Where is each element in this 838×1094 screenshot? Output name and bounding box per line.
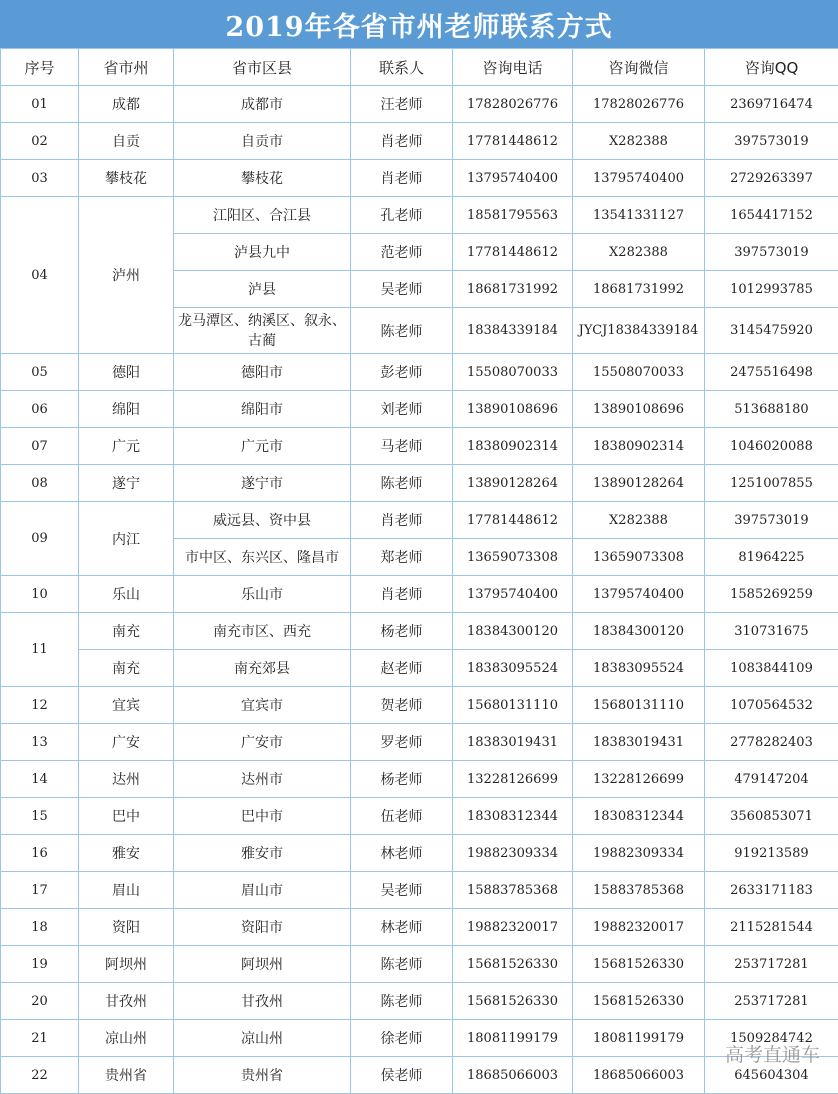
cell-phone: 18383019431 — [453, 724, 573, 761]
cell-district: 泸县 — [174, 271, 351, 308]
cell-city: 德阳 — [79, 354, 174, 391]
cell-qq: 3145475920 — [705, 308, 838, 354]
table-row — [1, 391, 838, 428]
cell-qq: 1012993785 — [705, 271, 838, 308]
cell-district: 市中区、东兴区、隆昌市 — [174, 539, 351, 576]
header-phone: 咨询电话 — [453, 49, 573, 86]
cell-contact: 彭老师 — [351, 354, 453, 391]
cell-city: 眉山 — [79, 872, 174, 909]
cell-contact: 马老师 — [351, 428, 453, 465]
cell-wechat: 18383095524 — [573, 650, 705, 687]
cell-wechat: 13890128264 — [573, 465, 705, 502]
table-row — [1, 835, 838, 872]
contact-table — [0, 48, 838, 1094]
cell-district: 凉山州 — [174, 1020, 351, 1057]
cell-qq: 1083844109 — [705, 650, 838, 687]
cell-district: 成都市 — [174, 86, 351, 123]
cell-qq: 397573019 — [705, 502, 838, 539]
page-title: 2019年各省市州老师联系方式 — [0, 0, 838, 48]
table-row — [1, 909, 838, 946]
cell-wechat: 18308312344 — [573, 798, 705, 835]
cell-phone: 13890108696 — [453, 391, 573, 428]
cell-wechat: 18380902314 — [573, 428, 705, 465]
cell-wechat: 19882309334 — [573, 835, 705, 872]
cell-no: 06 — [1, 391, 79, 428]
cell-wechat: 18681731992 — [573, 271, 705, 308]
cell-wechat: 13795740400 — [573, 576, 705, 613]
table-row — [1, 354, 838, 391]
cell-phone: 18081199179 — [453, 1020, 573, 1057]
table-row — [1, 197, 838, 234]
cell-no: 21 — [1, 1020, 79, 1057]
cell-district: 眉山市 — [174, 872, 351, 909]
cell-no: 10 — [1, 576, 79, 613]
cell-phone: 15508070033 — [453, 354, 573, 391]
cell-qq: 2369716474 — [705, 86, 838, 123]
cell-contact: 肖老师 — [351, 160, 453, 197]
cell-qq: 645604304 — [705, 1057, 838, 1094]
cell-city: 泸州 — [79, 197, 174, 354]
cell-contact: 陈老师 — [351, 946, 453, 983]
cell-city: 资阳 — [79, 909, 174, 946]
cell-contact: 吴老师 — [351, 872, 453, 909]
cell-district: 自贡市 — [174, 123, 351, 160]
cell-city: 乐山 — [79, 576, 174, 613]
cell-phone: 18685066003 — [453, 1057, 573, 1094]
cell-qq: 253717281 — [705, 983, 838, 1020]
cell-district: 巴中市 — [174, 798, 351, 835]
cell-no: 04 — [1, 197, 79, 354]
cell-wechat: JYCJ18384339184 — [573, 308, 705, 354]
cell-district: 南充市区、西充 — [174, 613, 351, 650]
cell-city: 遂宁 — [79, 465, 174, 502]
cell-city: 甘孜州 — [79, 983, 174, 1020]
cell-qq: 1585269259 — [705, 576, 838, 613]
cell-phone: 18383095524 — [453, 650, 573, 687]
header-no: 序号 — [1, 49, 79, 86]
cell-qq: 1251007855 — [705, 465, 838, 502]
cell-wechat: X282388 — [573, 123, 705, 160]
cell-contact: 罗老师 — [351, 724, 453, 761]
cell-phone: 17828026776 — [453, 86, 573, 123]
cell-district: 广元市 — [174, 428, 351, 465]
cell-wechat: 19882320017 — [573, 909, 705, 946]
header-qq: 咨询QQ — [705, 49, 838, 86]
cell-phone: 15883785368 — [453, 872, 573, 909]
table-row — [1, 1057, 838, 1094]
cell-wechat: 18685066003 — [573, 1057, 705, 1094]
cell-qq: 479147204 — [705, 761, 838, 798]
table-row — [1, 761, 838, 798]
cell-city: 攀枝花 — [79, 160, 174, 197]
cell-phone: 13890128264 — [453, 465, 573, 502]
cell-phone: 18308312344 — [453, 798, 573, 835]
table-row — [1, 86, 838, 123]
watermark: 高考直通车 — [724, 1044, 820, 1066]
cell-qq: 1070564532 — [705, 687, 838, 724]
cell-qq: 2115281544 — [705, 909, 838, 946]
cell-district: 甘孜州 — [174, 983, 351, 1020]
cell-city: 内江 — [79, 502, 174, 576]
table-row — [1, 946, 838, 983]
cell-contact: 陈老师 — [351, 308, 453, 354]
cell-qq: 3560853071 — [705, 798, 838, 835]
cell-phone: 17781448612 — [453, 123, 573, 160]
header-row — [1, 49, 838, 86]
cell-qq: 397573019 — [705, 123, 838, 160]
cell-city: 自贡 — [79, 123, 174, 160]
cell-qq: 513688180 — [705, 391, 838, 428]
cell-phone: 13795740400 — [453, 160, 573, 197]
cell-district: 龙马潭区、纳溪区、叙永、古蔺 — [174, 308, 351, 354]
cell-district: 德阳市 — [174, 354, 351, 391]
cell-wechat: 15883785368 — [573, 872, 705, 909]
cell-wechat: 13228126699 — [573, 761, 705, 798]
cell-district: 雅安市 — [174, 835, 351, 872]
table-row — [1, 798, 838, 835]
cell-city: 贵州省 — [79, 1057, 174, 1094]
table-row — [1, 576, 838, 613]
cell-contact: 刘老师 — [351, 391, 453, 428]
cell-qq: 2729263397 — [705, 160, 838, 197]
cell-wechat: 18383019431 — [573, 724, 705, 761]
cell-city: 达州 — [79, 761, 174, 798]
cell-phone: 18380902314 — [453, 428, 573, 465]
cell-no: 05 — [1, 354, 79, 391]
cell-contact: 徐老师 — [351, 1020, 453, 1057]
cell-no: 22 — [1, 1057, 79, 1094]
cell-contact: 肖老师 — [351, 502, 453, 539]
cell-qq: 310731675 — [705, 613, 838, 650]
cell-city: 广元 — [79, 428, 174, 465]
cell-contact: 孔老师 — [351, 197, 453, 234]
cell-wechat: 13659073308 — [573, 539, 705, 576]
cell-district: 威远县、资中县 — [174, 502, 351, 539]
cell-city: 南充 — [79, 613, 174, 650]
table-row — [1, 502, 838, 539]
cell-phone: 18581795563 — [453, 197, 573, 234]
cell-contact: 陈老师 — [351, 465, 453, 502]
cell-qq: 2633171183 — [705, 872, 838, 909]
cell-wechat: 13541331127 — [573, 197, 705, 234]
cell-district: 南充郊县 — [174, 650, 351, 687]
cell-qq: 1046020088 — [705, 428, 838, 465]
cell-city: 宜宾 — [79, 687, 174, 724]
cell-phone: 18384339184 — [453, 308, 573, 354]
cell-no: 12 — [1, 687, 79, 724]
cell-wechat: X282388 — [573, 234, 705, 271]
table-row — [1, 983, 838, 1020]
cell-district: 遂宁市 — [174, 465, 351, 502]
cell-phone: 18384300120 — [453, 613, 573, 650]
cell-district: 绵阳市 — [174, 391, 351, 428]
cell-wechat: 15680131110 — [573, 687, 705, 724]
table-row — [1, 650, 838, 687]
cell-phone: 15681526330 — [453, 946, 573, 983]
cell-no: 20 — [1, 983, 79, 1020]
cell-no: 03 — [1, 160, 79, 197]
cell-qq: 2778282403 — [705, 724, 838, 761]
cell-qq: 81964225 — [705, 539, 838, 576]
table-row — [1, 1020, 838, 1057]
table-row — [1, 872, 838, 909]
cell-no: 18 — [1, 909, 79, 946]
cell-wechat: 15508070033 — [573, 354, 705, 391]
cell-contact: 郑老师 — [351, 539, 453, 576]
cell-qq: 397573019 — [705, 234, 838, 271]
cell-contact: 杨老师 — [351, 761, 453, 798]
cell-city: 巴中 — [79, 798, 174, 835]
cell-district: 广安市 — [174, 724, 351, 761]
cell-phone: 13659073308 — [453, 539, 573, 576]
cell-no: 13 — [1, 724, 79, 761]
cell-contact: 杨老师 — [351, 613, 453, 650]
cell-contact: 肖老师 — [351, 123, 453, 160]
cell-district: 达州市 — [174, 761, 351, 798]
cell-no: 17 — [1, 872, 79, 909]
cell-contact: 吴老师 — [351, 271, 453, 308]
cell-no: 15 — [1, 798, 79, 835]
cell-no: 08 — [1, 465, 79, 502]
cell-no: 09 — [1, 502, 79, 576]
cell-contact: 贺老师 — [351, 687, 453, 724]
cell-qq: 1654417152 — [705, 197, 838, 234]
cell-wechat: 17828026776 — [573, 86, 705, 123]
cell-district: 江阳区、合江县 — [174, 197, 351, 234]
cell-city: 阿坝州 — [79, 946, 174, 983]
cell-district: 乐山市 — [174, 576, 351, 613]
cell-contact: 肖老师 — [351, 576, 453, 613]
table-header — [1, 49, 838, 86]
cell-phone: 15681526330 — [453, 983, 573, 1020]
cell-contact: 陈老师 — [351, 983, 453, 1020]
cell-district: 泸县九中 — [174, 234, 351, 271]
cell-qq: 253717281 — [705, 946, 838, 983]
cell-wechat: 15681526330 — [573, 946, 705, 983]
cell-wechat: X282388 — [573, 502, 705, 539]
cell-no: 11 — [1, 613, 79, 687]
cell-contact: 范老师 — [351, 234, 453, 271]
cell-district: 资阳市 — [174, 909, 351, 946]
cell-phone: 17781448612 — [453, 234, 573, 271]
cell-phone: 13795740400 — [453, 576, 573, 613]
cell-phone: 17781448612 — [453, 502, 573, 539]
cell-city: 雅安 — [79, 835, 174, 872]
table-row — [1, 724, 838, 761]
cell-qq: 1509284742 — [705, 1020, 838, 1057]
table-row — [1, 687, 838, 724]
table-row — [1, 123, 838, 160]
table-row — [1, 428, 838, 465]
cell-phone: 18681731992 — [453, 271, 573, 308]
cell-city: 成都 — [79, 86, 174, 123]
cell-no: 16 — [1, 835, 79, 872]
cell-contact: 林老师 — [351, 909, 453, 946]
cell-contact: 汪老师 — [351, 86, 453, 123]
cell-wechat: 18384300120 — [573, 613, 705, 650]
cell-district: 贵州省 — [174, 1057, 351, 1094]
cell-contact: 侯老师 — [351, 1057, 453, 1094]
cell-phone: 15680131110 — [453, 687, 573, 724]
header-contact: 联系人 — [351, 49, 453, 86]
header-district: 省市区县 — [174, 49, 351, 86]
cell-qq: 2475516498 — [705, 354, 838, 391]
cell-no: 14 — [1, 761, 79, 798]
cell-phone: 19882309334 — [453, 835, 573, 872]
table-row — [1, 613, 838, 650]
cell-wechat: 18081199179 — [573, 1020, 705, 1057]
cell-contact: 赵老师 — [351, 650, 453, 687]
cell-district: 攀枝花 — [174, 160, 351, 197]
cell-district: 宜宾市 — [174, 687, 351, 724]
table-body — [1, 86, 838, 1094]
cell-wechat: 13890108696 — [573, 391, 705, 428]
cell-no: 07 — [1, 428, 79, 465]
table-row — [1, 465, 838, 502]
cell-contact: 伍老师 — [351, 798, 453, 835]
cell-city: 南充 — [79, 650, 174, 687]
table-row — [1, 160, 838, 197]
cell-city: 凉山州 — [79, 1020, 174, 1057]
cell-wechat: 13795740400 — [573, 160, 705, 197]
cell-city: 绵阳 — [79, 391, 174, 428]
cell-no: 02 — [1, 123, 79, 160]
cell-no: 19 — [1, 946, 79, 983]
cell-district: 阿坝州 — [174, 946, 351, 983]
cell-qq: 919213589 — [705, 835, 838, 872]
cell-no: 01 — [1, 86, 79, 123]
cell-contact: 林老师 — [351, 835, 453, 872]
header-city: 省市州 — [79, 49, 174, 86]
cell-wechat: 15681526330 — [573, 983, 705, 1020]
cell-phone: 13228126699 — [453, 761, 573, 798]
cell-city: 广安 — [79, 724, 174, 761]
header-wechat: 咨询微信 — [573, 49, 705, 86]
cell-phone: 19882320017 — [453, 909, 573, 946]
